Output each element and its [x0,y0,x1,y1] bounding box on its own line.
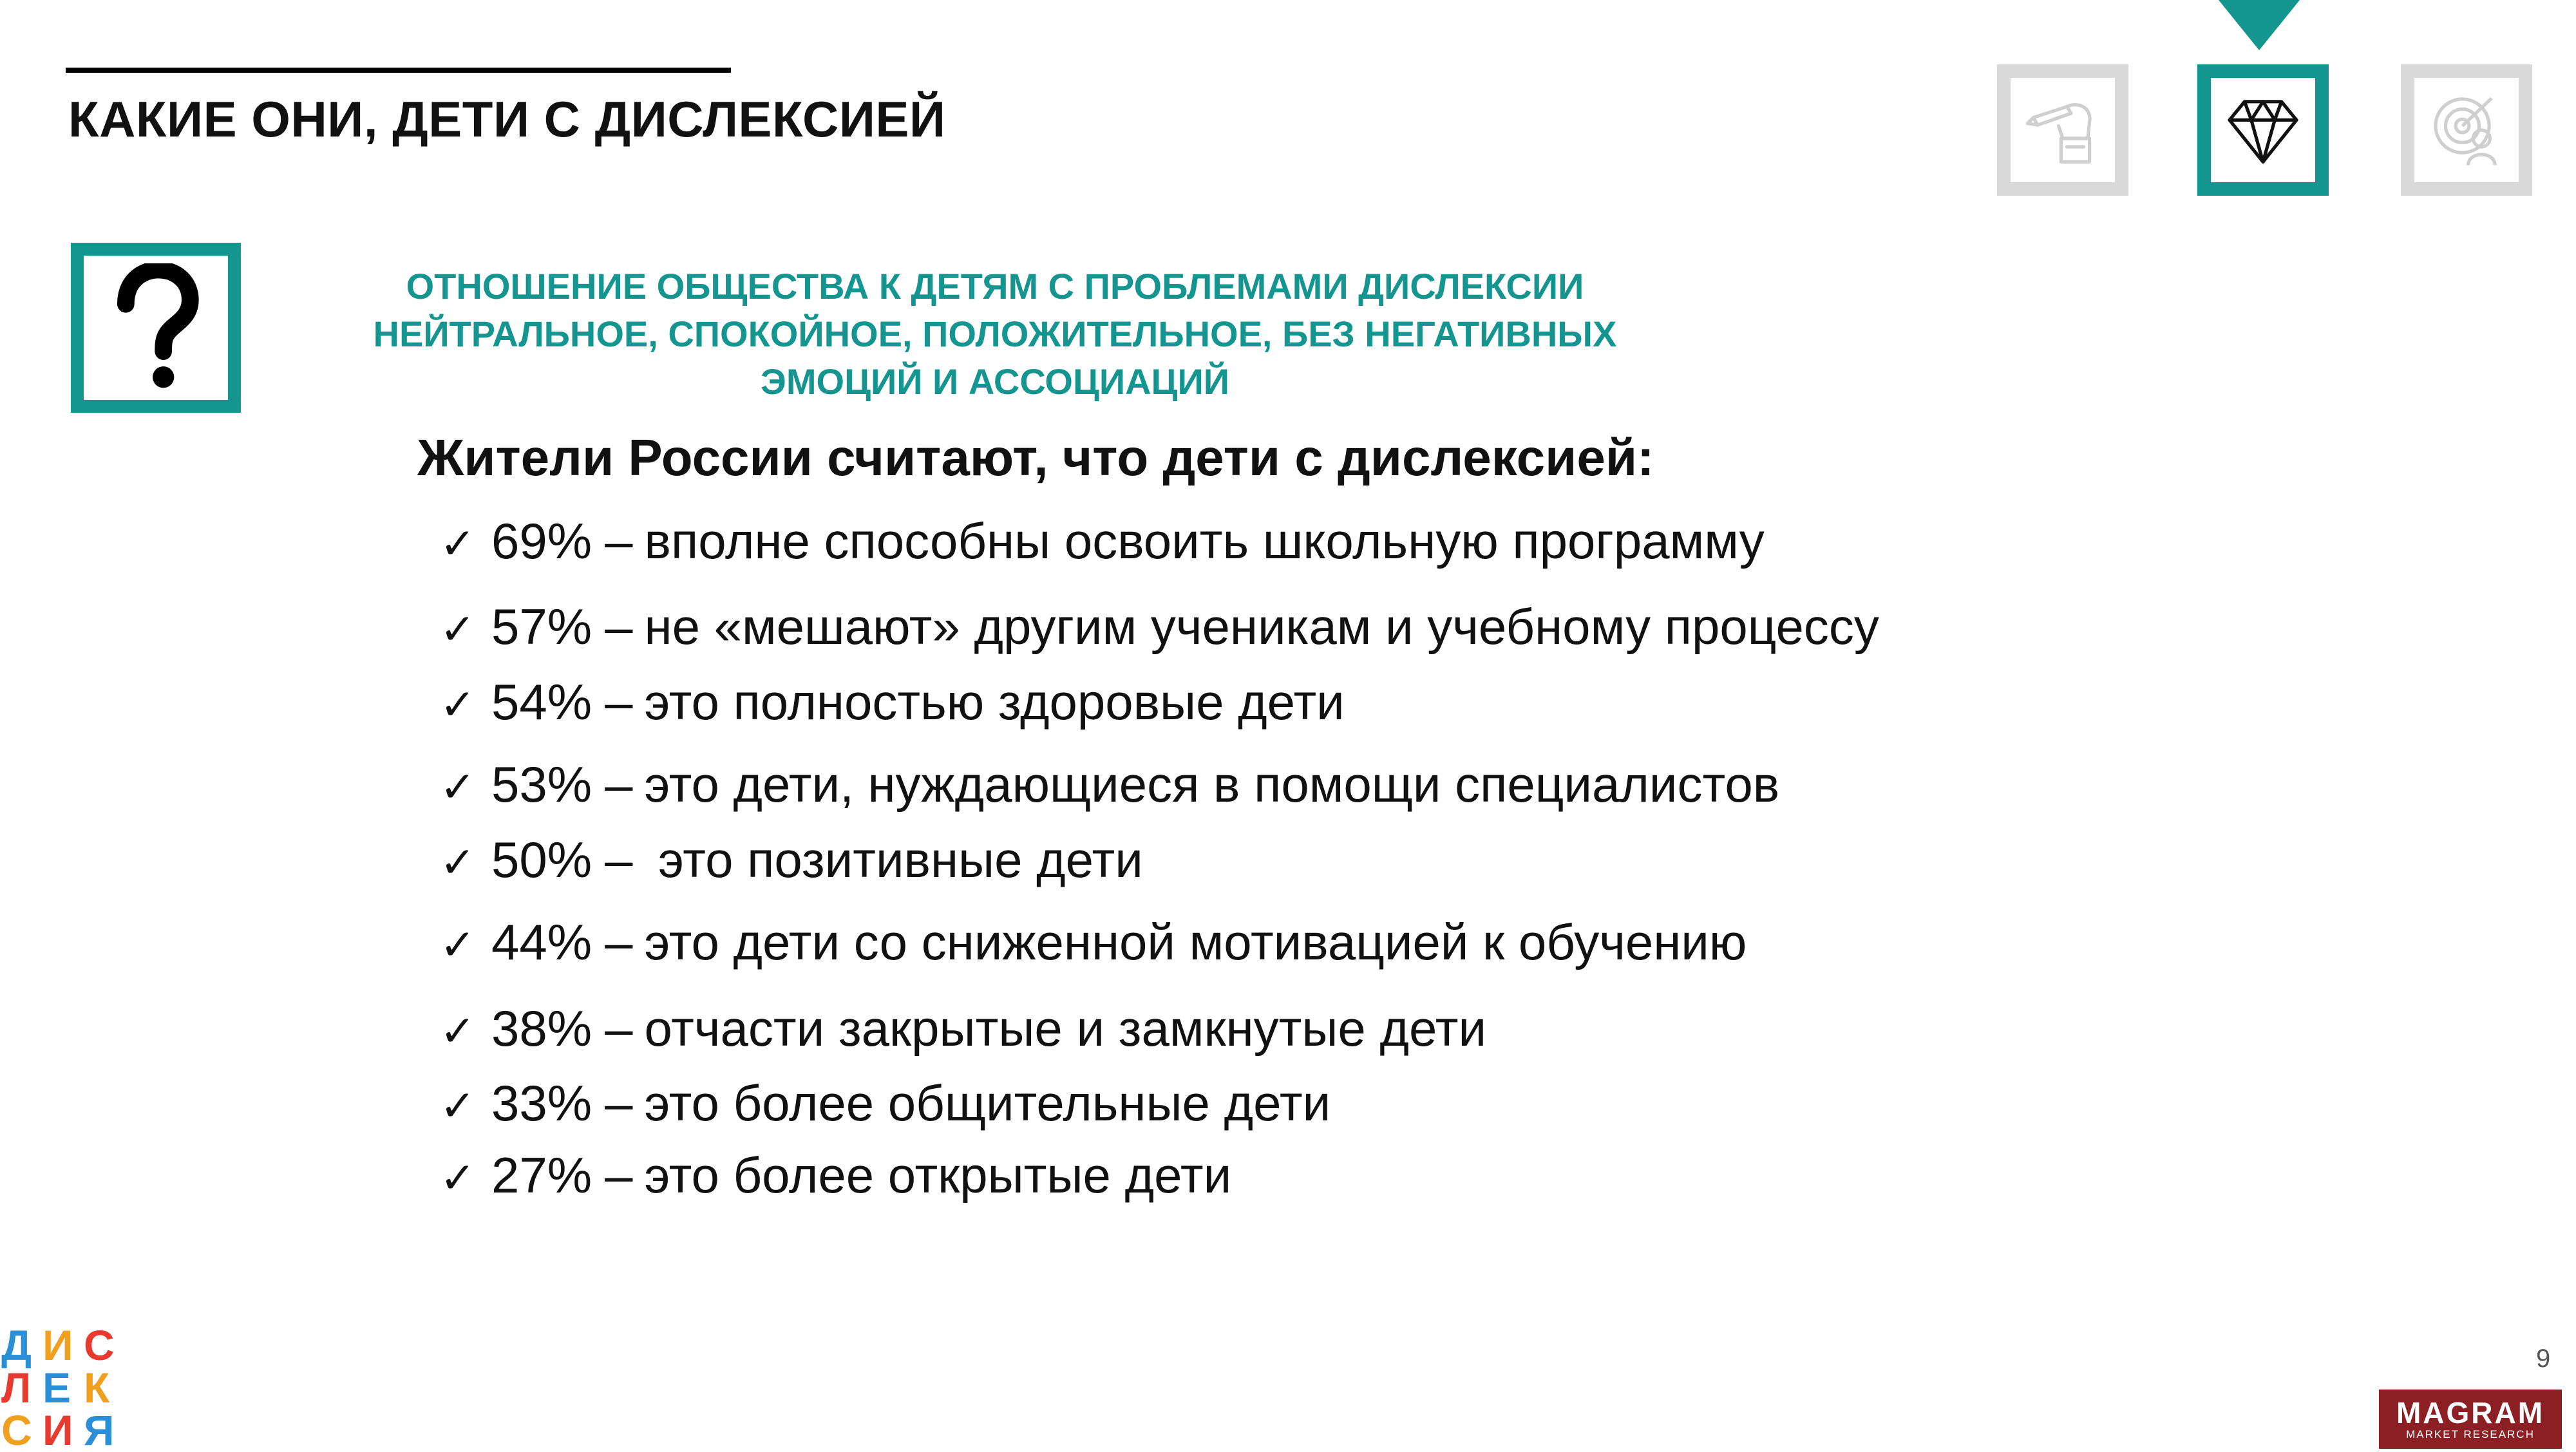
svg-text:И: И [43,1321,73,1369]
question-box [71,243,241,413]
item-dash: – [605,1147,633,1203]
item-percent: 57% [491,598,592,655]
item-dash: – [605,756,633,813]
item-dash: – [605,831,633,888]
list-item [440,831,1143,889]
svg-text:С: С [84,1321,115,1369]
list-item [440,673,1345,731]
item-text: это более общительные дети [644,1075,1331,1131]
item-text: это более открытые дети [644,1147,1232,1203]
nav-tile-hand[interactable] [1997,64,2128,196]
item-text: вполне способны освоить школьную программу [644,513,1765,569]
item-text: это дети, нуждающиеся в помощи специалистов [644,756,1780,813]
svg-text:Л: Л [1,1364,32,1411]
item-percent: 27% [491,1147,592,1203]
check-icon: ✓ [440,1153,476,1203]
item-text: это позитивные дети [644,831,1143,888]
item-percent: 38% [491,1000,592,1057]
list-item [440,913,1747,972]
item-dash: – [605,1000,633,1057]
list-item [440,755,1779,814]
item-percent: 53% [491,756,592,813]
item-text: это дети со сниженной мотивацией к обучению [644,914,1747,970]
item-dash: – [605,914,633,970]
hand-pencil-icon [2021,88,2105,172]
item-percent: 69% [491,513,592,569]
lead-statement: Жители России считают, что дети с дислексией: [417,429,1654,486]
check-icon: ✓ [440,519,476,569]
target-person-icon [2425,88,2508,172]
nav-tile-target[interactable] [2401,64,2532,196]
page-title: КАКИЕ ОНИ, ДЕТИ С ДИСЛЕКСИЕЙ [68,91,946,147]
item-text: отчасти закрытые и замкнутые дети [644,1000,1487,1057]
svg-text:Е: Е [43,1364,71,1411]
item-text: это полностью здоровые дети [644,674,1345,730]
item-percent: 33% [491,1075,592,1131]
subtitle-line-2: НЕЙТРАЛЬНОЕ, СПОКОЙНОЕ, ПОЛОЖИТЕЛЬНОЕ, БЕЗ НЕГАТИВНЫХ ЭМОЦИЙ И АССОЦИАЦИЙ [373,314,1617,402]
svg-text:С: С [1,1406,32,1449]
check-icon: ✓ [440,1081,476,1131]
nav-tile-diamond[interactable] [2197,64,2329,196]
item-percent: 50% [491,831,592,888]
subtitle [335,263,1655,406]
list-item [440,1146,1231,1205]
check-icon: ✓ [440,920,476,970]
active-section-pointer [2219,0,2300,50]
brand-name: MAGRAM [2396,1396,2545,1429]
item-dash: – [605,1075,633,1131]
item-dash: – [605,598,633,655]
item-text: не «мешают» другим ученикам и учебному процессу [644,598,1879,655]
item-percent: 44% [491,914,592,970]
svg-text:Я: Я [84,1406,115,1449]
list-item [440,598,1879,656]
subtitle-line-1: ОТНОШЕНИЕ ОБЩЕСТВА К ДЕТЯМ С ПРОБЛЕМАМИ ДИСЛЕКСИИ [406,266,1584,306]
page-number: 9 [2536,1344,2551,1373]
item-percent: 54% [491,674,592,730]
list-item [440,999,1486,1058]
item-dash: – [605,513,633,569]
dyslexia-logo [0,1320,129,1449]
list-item [440,1074,1331,1133]
check-icon: ✓ [440,762,476,812]
question-mark-icon [101,263,211,392]
svg-text:Д: Д [1,1321,32,1369]
magram-logo [2379,1390,2562,1449]
check-icon: ✓ [440,838,476,887]
brand-subtitle: MARKET RESEARCH [2406,1428,2535,1440]
title-rule [66,68,731,73]
svg-text:И: И [43,1406,73,1449]
item-dash: – [605,674,633,730]
svg-text:К: К [84,1364,110,1411]
diamond-icon [2221,88,2305,172]
check-icon: ✓ [440,680,476,730]
list-item [440,512,1765,570]
check-icon: ✓ [440,1006,476,1056]
check-icon: ✓ [440,605,476,654]
